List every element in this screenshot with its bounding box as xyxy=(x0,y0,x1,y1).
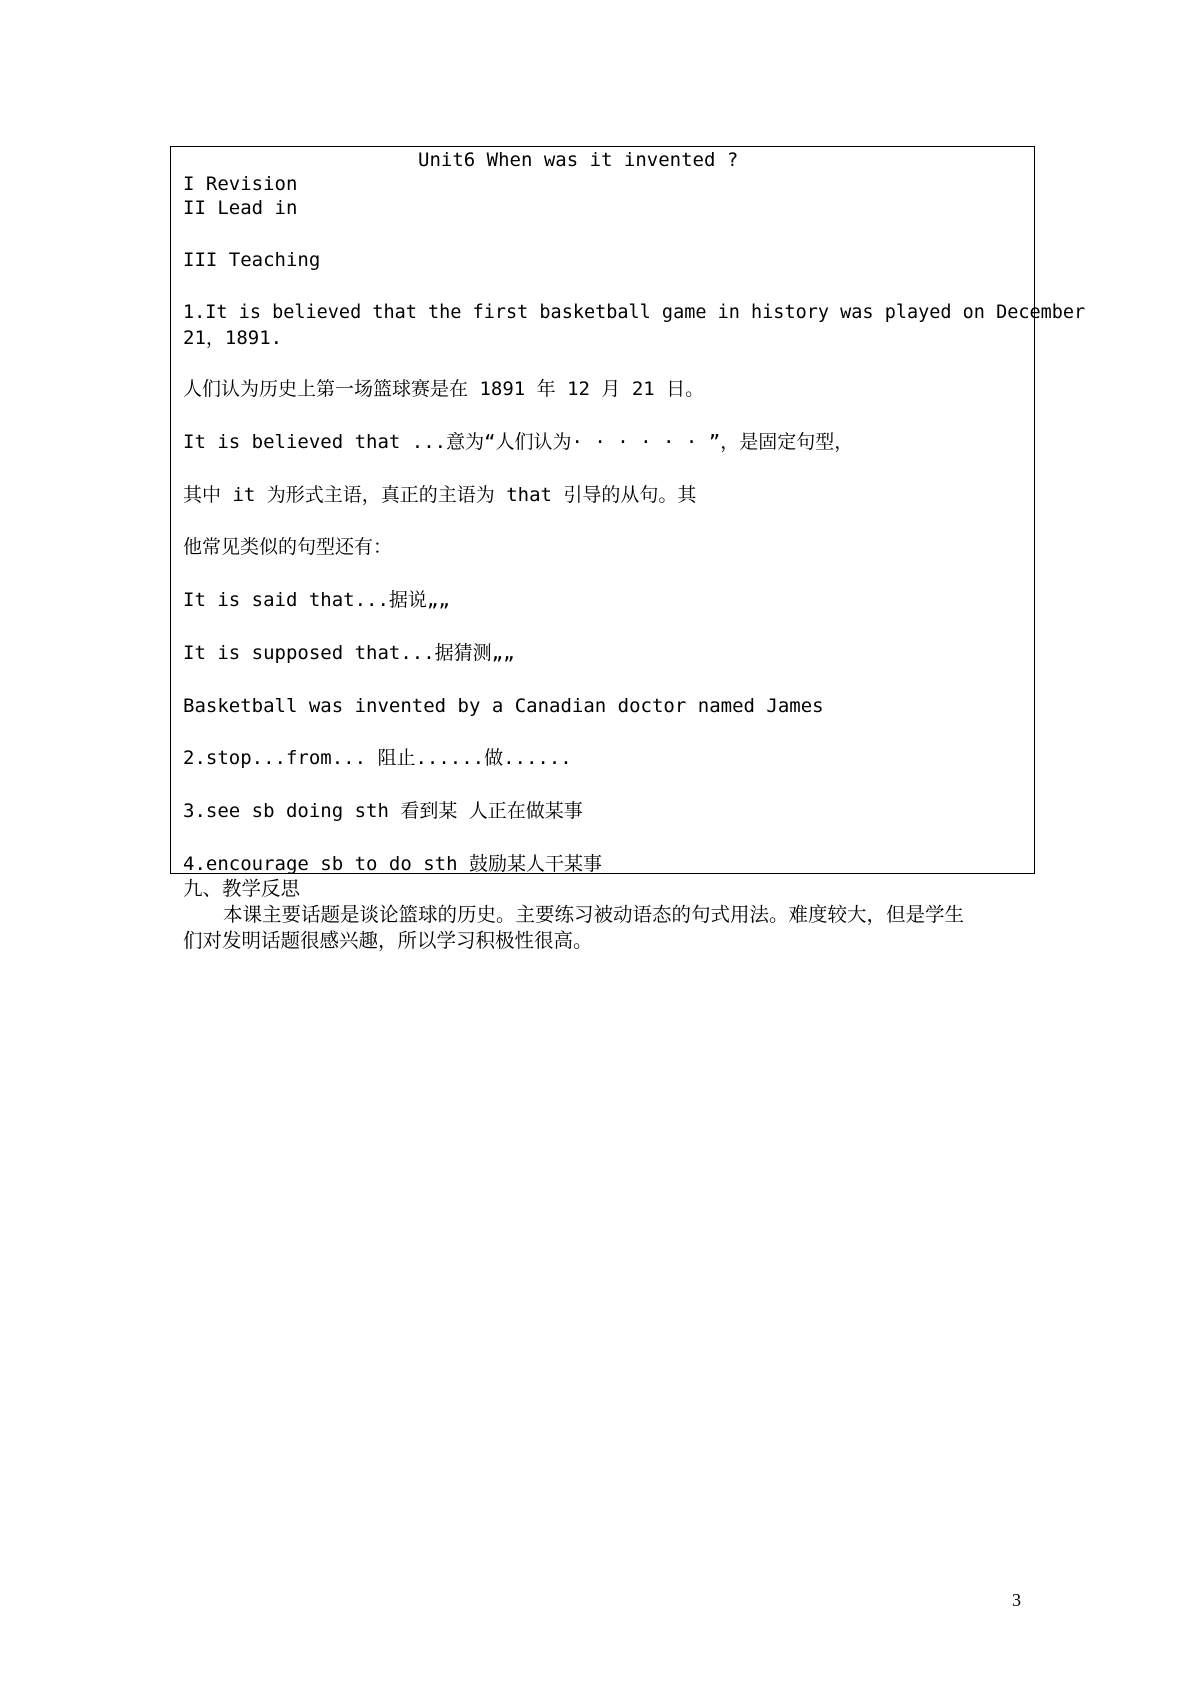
structure-explanation: It is believed that ...意为“人们认为· · · · · · ”，是固定句型， xyxy=(183,431,854,453)
point-3-see-doing: 3.see sb doing sth 看到某 人正在做某事 xyxy=(183,800,583,822)
reflection-heading: 九、教学反思 xyxy=(183,877,301,900)
pattern-supposed: It is supposed that...据猜测„„ xyxy=(183,642,515,664)
similar-patterns-heading: 他常见类似的句型还有： xyxy=(183,536,393,558)
point-1-translation: 人们认为历史上第一场篮球赛是在 1891 年 12 月 21 日。 xyxy=(183,378,705,400)
subject-explanation: 其中 it 为形式主语，真正的主语为 that 引导的从句。其 xyxy=(183,484,697,506)
point-1-sentence: 1.It is believed that the first basketball game in history was played on December xyxy=(183,302,1086,323)
point-2-stop-from: 2.stop...from... 阻止......做...... xyxy=(183,747,572,769)
section-lead-in: II Lead in xyxy=(183,197,298,219)
point-4-encourage: 4.encourage sb to do sth 鼓励某人干某事 xyxy=(183,853,602,875)
section-revision: I Revision xyxy=(183,173,298,195)
reflection-paragraph-line-2: 们对发明话题很感兴趣，所以学习积极性很高。 xyxy=(183,929,593,952)
page-number: 3 xyxy=(1012,1590,1021,1610)
lesson-title: Unit6 When was it invented ? xyxy=(418,149,739,171)
section-teaching: III Teaching xyxy=(183,249,321,271)
reflection-paragraph-line-1: 本课主要话题是谈论篮球的历史。主要练习被动语态的句式用法。难度较大，但是学生 xyxy=(223,903,965,926)
point-1-date: 21，1891. xyxy=(183,327,283,349)
pattern-said: It is said that...据说„„ xyxy=(183,589,450,611)
basketball-inventor-sentence: Basketball was invented by a Canadian doctor named James xyxy=(183,695,824,717)
